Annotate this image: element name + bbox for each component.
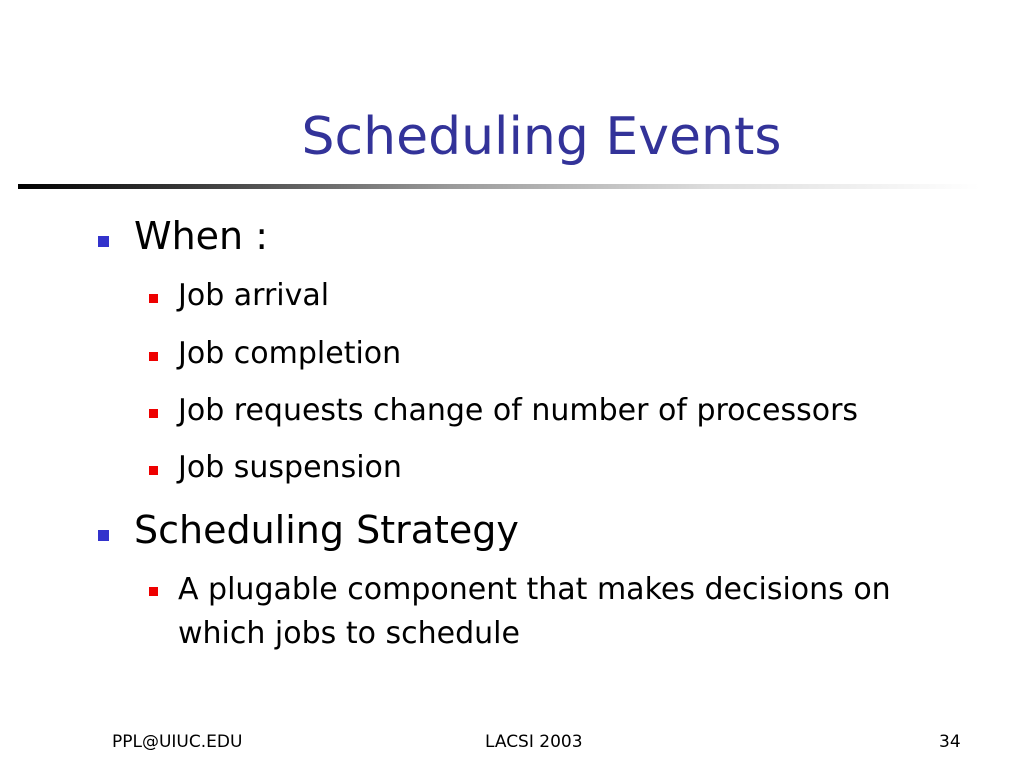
sub-bullet-job-requests: Job requests change of number of processors xyxy=(178,393,859,428)
bullet-when: When : xyxy=(134,214,269,258)
sub-bullet-job-arrival: Job arrival xyxy=(178,278,330,313)
bullet-square-icon xyxy=(149,352,158,361)
bullet-scheduling-strategy: Scheduling Strategy xyxy=(134,508,519,552)
bullet-square-icon xyxy=(98,236,109,247)
sub-bullet-plugable-component: A plugable component that makes decisions on which jobs to schedule xyxy=(178,572,891,651)
title-underline xyxy=(18,184,980,189)
bullet-square-icon xyxy=(149,409,158,418)
bullet-square-icon xyxy=(149,294,158,303)
bullet-square-icon xyxy=(98,530,109,541)
sub-bullet-job-suspension: Job suspension xyxy=(178,450,402,485)
page-number: 34 xyxy=(939,732,961,752)
bullet-square-icon xyxy=(149,587,158,596)
footer-left: PPL@UIUC.EDU xyxy=(112,732,243,752)
footer-center: LACSI 2003 xyxy=(485,732,583,752)
bullet-square-icon xyxy=(149,466,158,475)
sub-bullet-job-completion: Job completion xyxy=(178,336,402,371)
slide-title: Scheduling Events xyxy=(301,107,782,167)
